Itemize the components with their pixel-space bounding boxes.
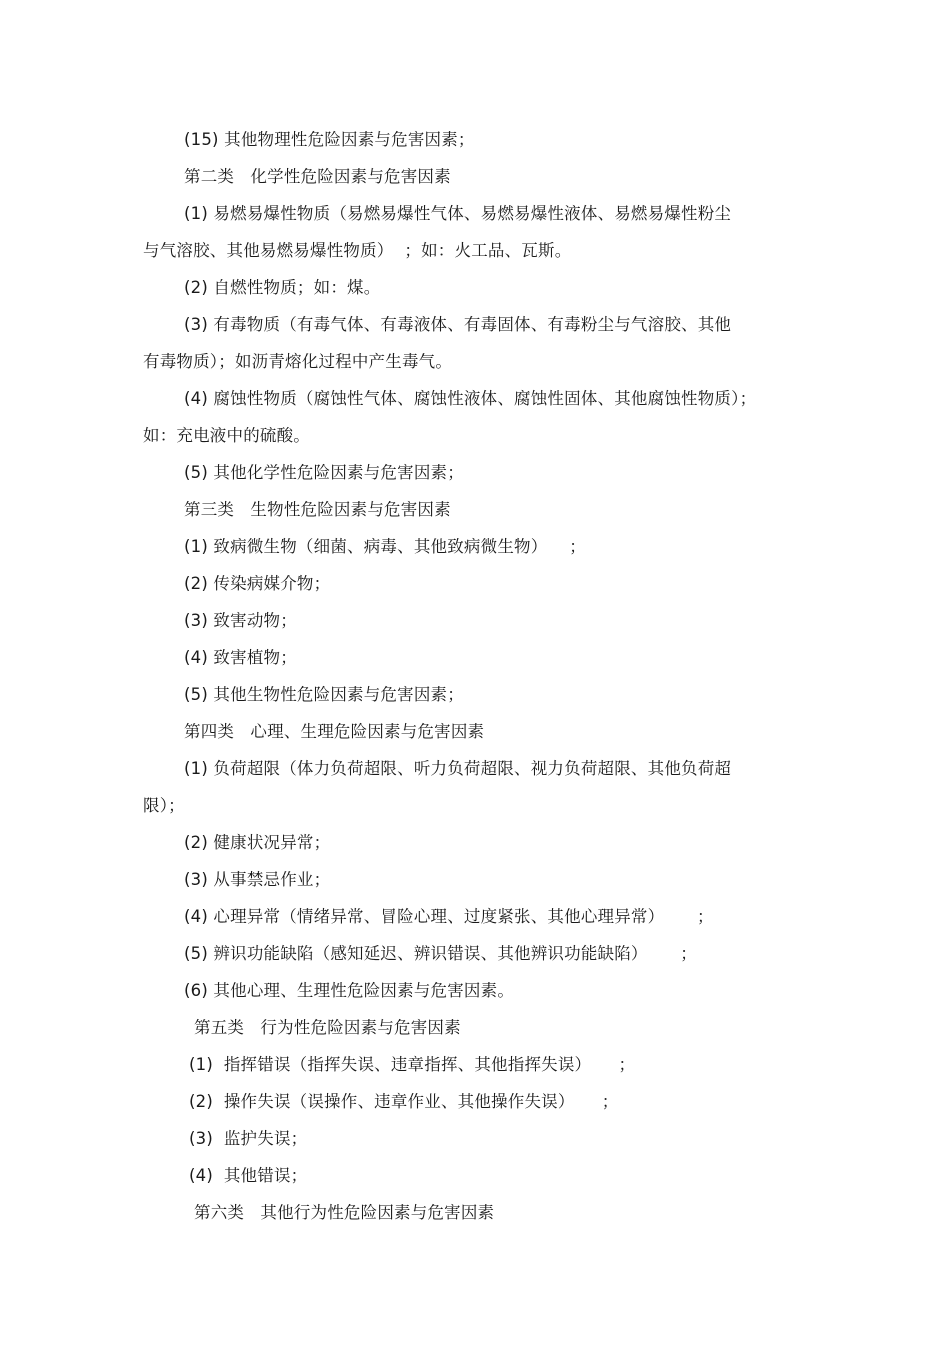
list-item: (6) 其他心理、生理性危险因素与危害因素。 <box>184 981 515 1000</box>
list-item: (3) 监护失误； <box>189 1129 308 1148</box>
list-item: (5) 其他生物性危险因素与危害因素； <box>184 685 464 704</box>
section-heading: 第四类 心理、生理危险因素与危害因素 <box>184 722 485 741</box>
list-item: (3) 从事禁忌作业； <box>184 870 331 889</box>
list-item: (4) 心理异常（情绪异常、冒险心理、过度紧张、其他心理异常） ； <box>184 907 714 926</box>
list-item: (3) 致害动物； <box>184 611 297 630</box>
section-heading: 第二类 化学性危险因素与危害因素 <box>184 167 451 186</box>
list-item-continuation: 与气溶胶、其他易燃易爆性物质） ；如：火工品、瓦斯。 <box>143 241 572 260</box>
section-heading: 第五类 行为性危险因素与危害因素 <box>194 1018 461 1037</box>
list-item: (4) 腐蚀性物质（腐蚀性气体、腐蚀性液体、腐蚀性固体、其他腐蚀性物质）； <box>184 389 757 408</box>
list-item: (4) 致害植物； <box>184 648 297 667</box>
list-item: (2) 自燃性物质；如：煤。 <box>184 278 381 297</box>
list-item: (1) 指挥错误（指挥失误、违章指挥、其他指挥失误） ； <box>189 1055 636 1074</box>
section-heading: 第三类 生物性危险因素与危害因素 <box>184 500 451 519</box>
list-item: (5) 其他化学性危险因素与危害因素； <box>184 463 464 482</box>
list-item: (1) 易燃易爆性物质（易燃易爆性气体、易燃易爆性液体、易燃易爆性粉尘 <box>184 204 732 223</box>
list-item-continuation: 如：充电液中的硫酸。 <box>143 426 310 445</box>
section-heading: 第六类 其他行为性危险因素与危害因素 <box>194 1203 495 1222</box>
list-item: (15) 其他物理性危险因素与危害因素； <box>184 130 475 149</box>
list-item: (5) 辨识功能缺陷（感知延迟、辨识错误、其他辨识功能缺陷） ； <box>184 944 697 963</box>
list-item: (1) 负荷超限（体力负荷超限、听力负荷超限、视力负荷超限、其他负荷超 <box>184 759 732 778</box>
list-item: (1) 致病微生物（细菌、病毒、其他致病微生物） ； <box>184 537 586 556</box>
list-item: (2) 健康状况异常； <box>184 833 331 852</box>
list-item: (2) 传染病媒介物； <box>184 574 331 593</box>
list-item-continuation: 有毒物质）；如沥青熔化过程中产生毒气。 <box>143 352 453 371</box>
list-item: (3) 有毒物质（有毒气体、有毒液体、有毒固体、有毒粉尘与气溶胶、其他 <box>184 315 732 334</box>
list-item-continuation: 限）； <box>143 796 185 815</box>
list-item: (2) 操作失误（误操作、违章作业、其他操作失误） ； <box>189 1092 619 1111</box>
list-item: (4) 其他错误； <box>189 1166 308 1185</box>
